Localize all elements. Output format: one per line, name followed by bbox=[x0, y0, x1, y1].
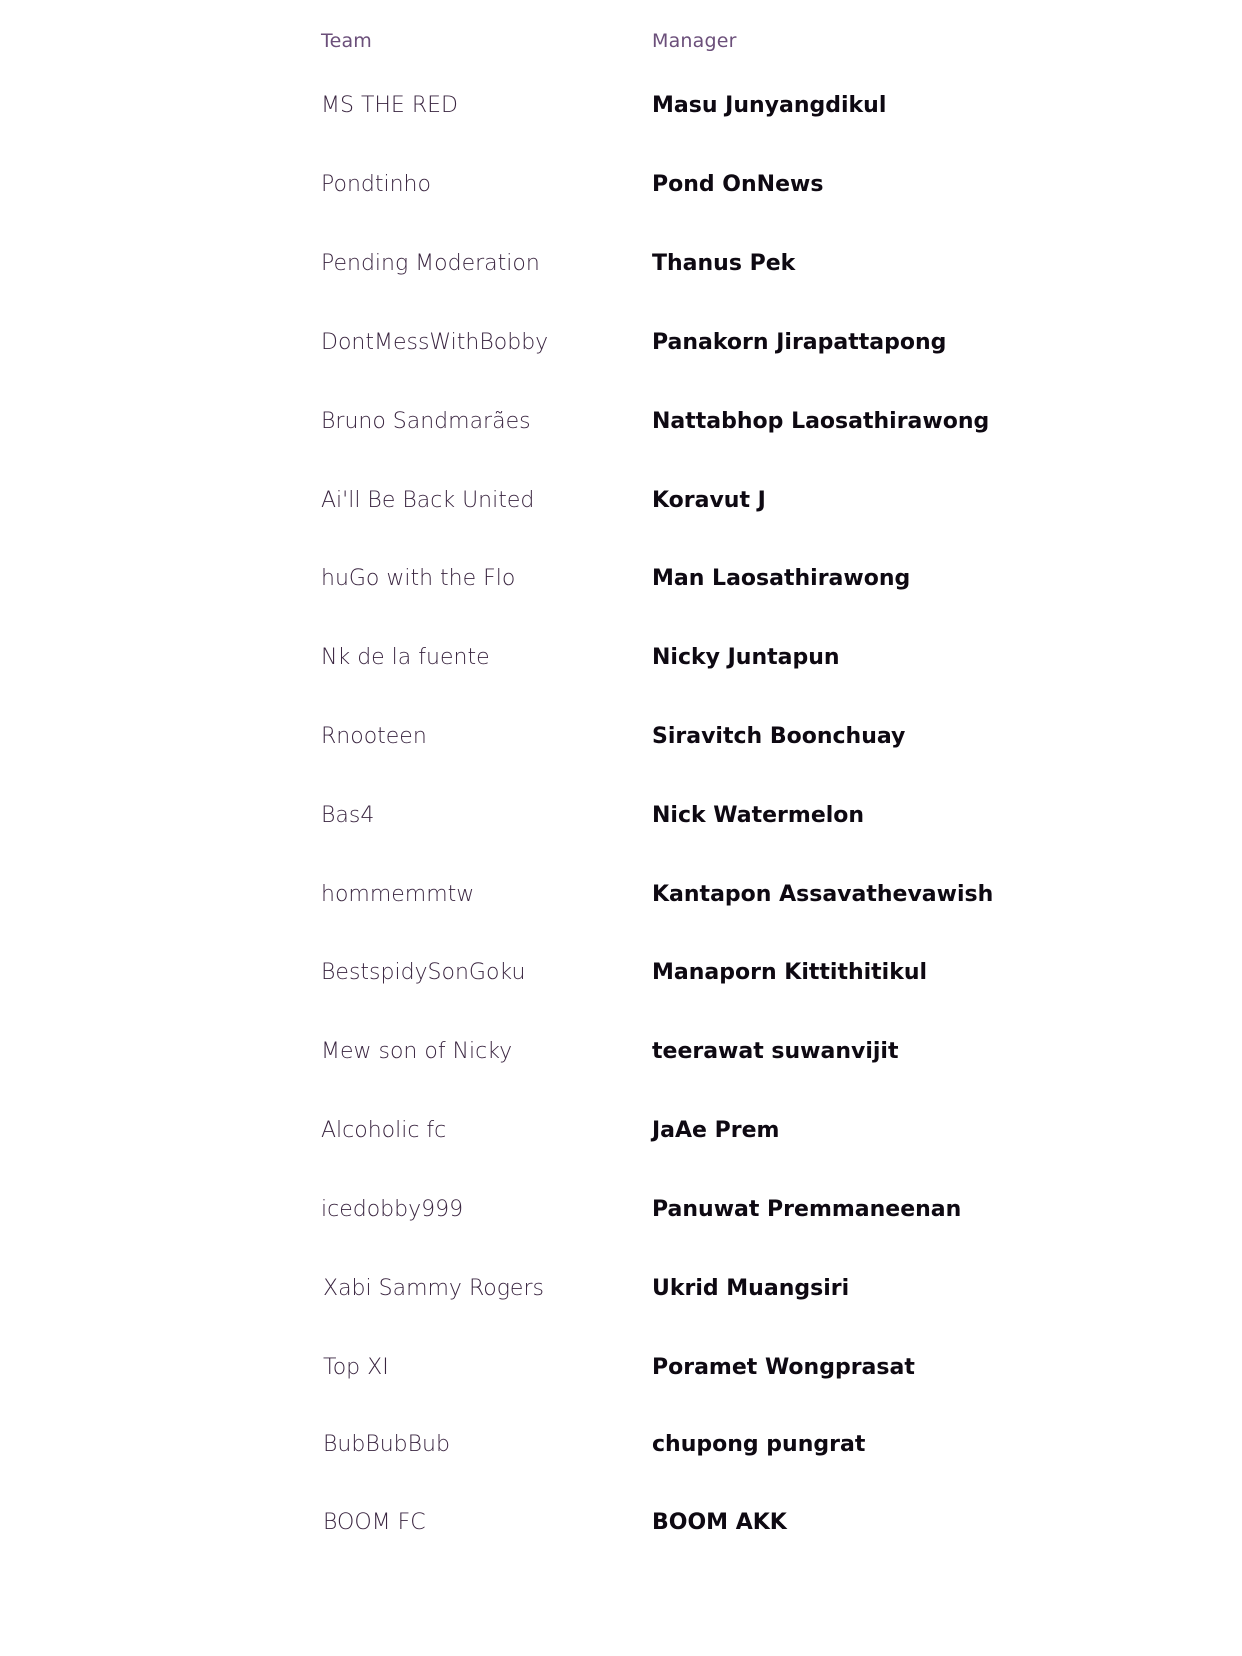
team-name[interactable]: hommemmtw bbox=[321, 882, 475, 907]
team-column-header: Team bbox=[321, 30, 373, 52]
table-row[interactable] bbox=[0, 1039, 1242, 1079]
team-name[interactable]: Pending Moderation bbox=[321, 251, 540, 276]
table-row[interactable] bbox=[0, 1276, 1242, 1316]
table-row[interactable] bbox=[0, 93, 1242, 133]
table-row[interactable] bbox=[0, 172, 1242, 212]
team-name[interactable]: Nk de la fuente bbox=[321, 645, 490, 670]
team-name[interactable]: Bruno Sandmarães bbox=[321, 409, 531, 434]
manager-column-header: Manager bbox=[652, 30, 737, 52]
team-name[interactable]: Rnooteen bbox=[321, 724, 427, 749]
table-row[interactable] bbox=[0, 488, 1242, 528]
team-name[interactable]: BubBubBub bbox=[323, 1432, 450, 1457]
manager-name: chupong pungrat bbox=[652, 1432, 866, 1457]
table-row[interactable] bbox=[0, 1510, 1242, 1550]
table-row[interactable] bbox=[0, 882, 1242, 922]
table-row[interactable] bbox=[0, 645, 1242, 685]
manager-name: Poramet Wongprasat bbox=[652, 1355, 915, 1380]
team-name[interactable]: Mew son of Nicky bbox=[321, 1039, 513, 1064]
manager-name: Thanus Pek bbox=[652, 251, 796, 276]
table-row[interactable] bbox=[0, 960, 1242, 1000]
manager-name: Manaporn Kittithitikul bbox=[652, 960, 928, 985]
manager-name: Panuwat Premmaneenan bbox=[652, 1197, 962, 1222]
team-name[interactable]: Pondtinho bbox=[321, 172, 431, 197]
manager-name: BOOM AKK bbox=[652, 1510, 787, 1535]
team-name[interactable]: DontMessWithBobby bbox=[321, 330, 549, 355]
team-name[interactable]: BOOM FC bbox=[323, 1510, 426, 1535]
team-name[interactable]: icedobby999 bbox=[321, 1197, 464, 1222]
manager-name: Man Laosathirawong bbox=[652, 566, 911, 591]
manager-name: Pond OnNews bbox=[652, 172, 824, 197]
manager-name: Masu Junyangdikul bbox=[652, 93, 887, 118]
manager-name: Kantapon Assavathevawish bbox=[652, 882, 994, 907]
team-name[interactable]: Bas4 bbox=[321, 803, 375, 828]
table-row[interactable] bbox=[0, 566, 1242, 606]
table-row[interactable] bbox=[0, 409, 1242, 449]
team-name[interactable]: Ai'll Be Back United bbox=[321, 488, 535, 513]
manager-name: Siravitch Boonchuay bbox=[652, 724, 906, 749]
team-name[interactable]: Xabi Sammy Rogers bbox=[323, 1276, 544, 1301]
team-name[interactable]: Alcoholic fc bbox=[321, 1118, 447, 1143]
manager-name: Nattabhop Laosathirawong bbox=[652, 409, 990, 434]
team-name[interactable]: huGo with the Flo bbox=[321, 566, 516, 591]
team-name[interactable]: MS THE RED bbox=[321, 93, 458, 118]
manager-name: teerawat suwanvijit bbox=[652, 1039, 899, 1064]
manager-name: Panakorn Jirapattapong bbox=[652, 330, 947, 355]
table-row[interactable] bbox=[0, 1355, 1242, 1395]
table-row[interactable] bbox=[0, 251, 1242, 291]
manager-name: JaAe Prem bbox=[652, 1118, 780, 1143]
manager-name: Nicky Juntapun bbox=[652, 645, 840, 670]
table-row[interactable] bbox=[0, 1118, 1242, 1158]
table-header bbox=[0, 30, 1242, 60]
team-name[interactable]: BestspidySonGoku bbox=[321, 960, 526, 985]
manager-name: Koravut J bbox=[652, 488, 766, 513]
table-row[interactable] bbox=[0, 1197, 1242, 1237]
table-row[interactable] bbox=[0, 803, 1242, 843]
table-row[interactable] bbox=[0, 1432, 1242, 1472]
manager-name: Ukrid Muangsiri bbox=[652, 1276, 850, 1301]
manager-name: Nick Watermelon bbox=[652, 803, 865, 828]
table-row[interactable] bbox=[0, 330, 1242, 370]
team-name[interactable]: Top XI bbox=[323, 1355, 389, 1380]
table-row[interactable] bbox=[0, 724, 1242, 764]
